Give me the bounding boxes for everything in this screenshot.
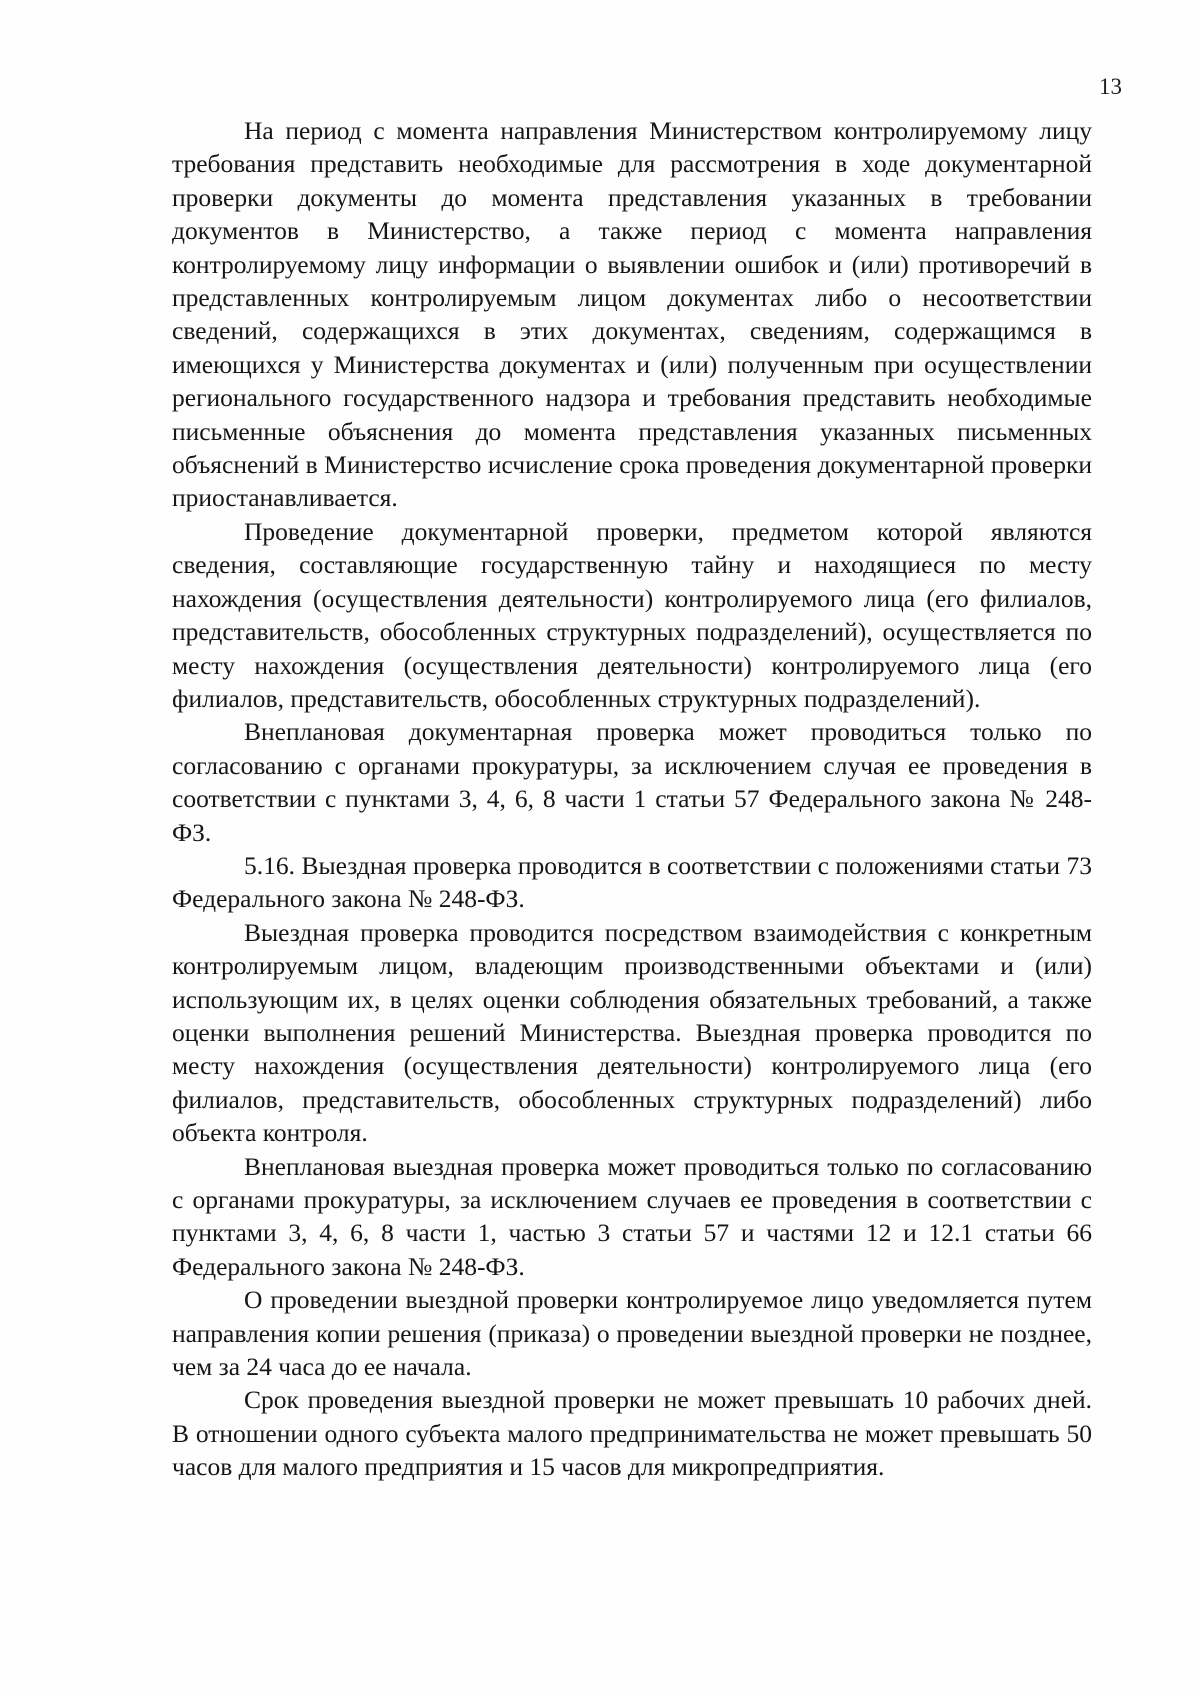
paragraph-field-inspection-definition: Выездная проверка проводится посредством взаимодействия с конкретным контролируемым лицом, владеющим производственными объектами и (или) использующим их, в целях оценки соблюдения обязательных требований, а также оценки выполнения решений Министерства. Выездная проверка проводится по месту нахождения (осуществления деятельности) контролируемого лица (его филиалов, представительств, обособленных структурных подразделений) либо объекта контроля. xyxy=(172,917,1092,1148)
paragraph-field-inspection-notice: О проведении выездной проверки контролируемое лицо уведомляется путем направления копии решения (приказа) о проведении выездной проверки не позднее, чем за 24 часа до ее начала. xyxy=(172,1285,1092,1382)
paragraph-state-secret-inspection: Проведение документарной проверки, предметом которой являются сведения, составляющие государственную тайну и находящиеся по месту нахождения (осуществления деятельности) контролируемого лица (его филиалов, представительств, обособленных структурных подразделений), осуществляется по месту нахождения (осуществления деятельности) контролируемого лица (его филиалов, представительств, обособленных структурных подразделений). xyxy=(172,516,1092,713)
paragraph-field-inspection-duration: Срок проведения выездной проверки не может превышать 10 рабочих дней. В отношении одного субъекта малого предпринимательства не может превышать 50 часов для малого предприятия и 15 часов для микропредприятия. xyxy=(172,1385,1092,1482)
paragraph-unscheduled-field-inspection: Внеплановая выездная проверка может проводиться только по согласованию с органами прокуратуры, за исключением случаев ее проведения в соответствии с пунктами 3, 4, 6, 8 части 1, частью 3 статьи 57 и частями 12 и 12.1 статьи 66 Федерального закона № 248-ФЗ. xyxy=(172,1151,1092,1281)
paragraph-unscheduled-documentary-inspection: Внеплановая документарная проверка может проводиться только по согласованию с органами прокуратуры, за исключением случая ее проведения в соответствии с пунктами 3, 4, 6, 8 части 1 статьи 57 Федерального закона № 248-ФЗ. xyxy=(172,717,1092,847)
document-body xyxy=(172,114,1092,1484)
paragraph-suspension-of-term: На период с момента направления Министерством контролируемому лицу требования представить необходимые для рассмотрения в ходе документарной проверки документы до момента представления указанных в требовании документов в Министерство, а также период с момента направления контролируемому лицу информации о выявлении ошибок и (или) противоречий в представленных контролируемым лицом документах либо о несоответствии сведений, содержащихся в этих документах, сведениям, содержащимся в имеющихся у Министерства документах и (или) полученным при осуществлении регионального государственного надзора и требования представить необходимые письменные объяснения до момента представления указанных письменных объяснений в Министерство исчисление срока проведения документарной проверки приостанавливается. xyxy=(172,116,1092,513)
paragraph-section-5-16: 5.16. Выездная проверка проводится в соответствии с положениями статьи 73 Федерального закона № 248-ФЗ. xyxy=(172,850,1092,914)
page-number: 13 xyxy=(1099,74,1122,99)
